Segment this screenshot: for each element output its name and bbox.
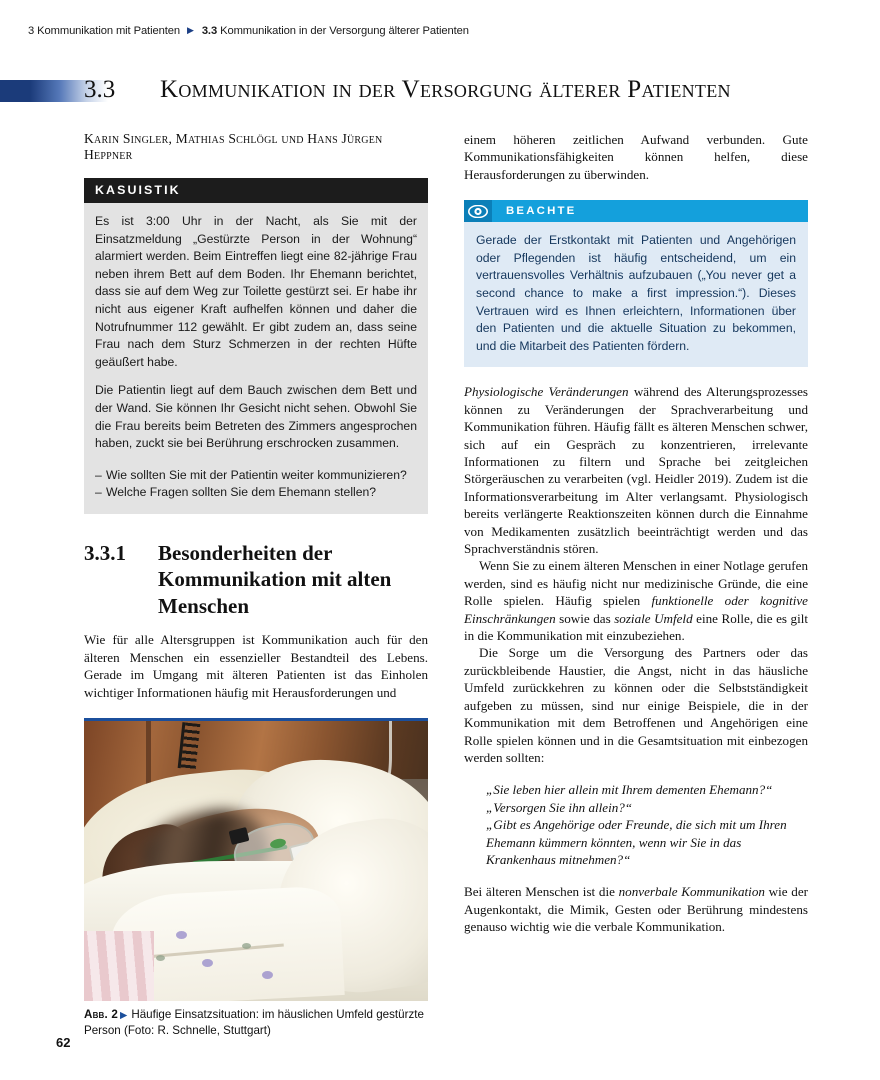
page-number: 62 <box>56 1035 71 1050</box>
subsection-number: 3.3.1 <box>84 540 126 565</box>
phys-italic-lead: Physiologische Veränderungen <box>464 384 629 400</box>
quote-3: „Gibt es Angehörige oder Freunde, die sich mit um Ihren Ehemann kümmern könnten, wenn wir Sie in das Krankenhaus mitnehmen?“ <box>486 817 787 867</box>
breadcrumb <box>28 25 469 37</box>
beachte-header <box>464 200 808 222</box>
kasuistik-question-2-row <box>95 484 417 502</box>
photo-striped-sheet <box>84 931 154 1001</box>
figure-caption-text: Häufige Einsatzsituation: im häuslichen Umfeld gestürzte Person (Foto: R. Schnelle, Stuttgart) <box>84 1008 424 1037</box>
notlage-italic-1: funktionelle oder kognitive Einschränkungen <box>464 593 808 626</box>
page-title: Kommunikation in der Versorgung älterer Patienten <box>160 76 731 103</box>
figure-photo <box>84 721 428 1001</box>
quote-1: „Sie leben hier allein mit Ihrem dementen Ehemann?“ <box>486 782 773 798</box>
nonverbal-part-a: Bei älteren Menschen ist die <box>464 884 619 900</box>
subsection-heading <box>84 540 428 620</box>
right-paragraph-sorge: Die Sorge um die Versorgung des Partners oder das zurückbleibende Haustier, die Angst, nicht in das häusliche Umfeld zurückkehren zu können oder die Selbstständigkeit aufgeben zu müssen, sind nur einige Beispiele, die in der Kommunikation mit dem Betroffenen und Angehörigen eine Rolle spielen können und in die Gesamtsituation mit einbezogen werden sollten: <box>464 645 808 765</box>
notlage-part-a: Wenn Sie zu einem älteren Menschen in einer Notlage gerufen werden, sind es häufig nicht nur medizinische Gründe, die eine Rolle spielen. Häufig spielen <box>464 558 808 609</box>
phys-rest: während des Alterungsprozesses können zu Veränderungen der Sprachverarbeitung und Kommunikation führen. Häufig fällt es älteren Menschen schwer, sich auf ein Gespräch zu konzentrieren, irrelevante Informationen zu filtern und Sprache bei zeitgleichen Störgeräuschen zu verarbeiten (vgl. Heidler 2019). Zudem ist die Informationsverarbeitung im Alter verlangsamt. Physiologisch bereits verlängerte Reaktionszeiten können durch die Einnahme von Medikamenten zusätzlich beeinträchtigt werden und das Sprachverständnis stören. <box>464 384 808 557</box>
kasuistik-paragraph-2: Die Patientin liegt auf dem Bauch zwischen dem Bett und der Wand. Sie können Ihr Gesicht nicht sehen. Obwohl Sie die Frau bereits beim Betreten des Zimmers angesprochen haben, zuckt sie bei Berührung erschrocken zusammen. <box>95 383 417 451</box>
authors-line: Karin Singler, Mathias Schlögl und Hans Jürgen Heppner <box>84 131 383 162</box>
beachte-body <box>464 222 808 367</box>
eye-icon <box>464 200 492 222</box>
notlage-part-b: sowie das <box>555 610 615 626</box>
right-paragraph-nonverbal <box>464 883 808 935</box>
kasuistik-body <box>84 203 428 514</box>
bullet-dash: – <box>95 485 102 500</box>
kasuistik-paragraph-1: Es ist 3:00 Uhr in der Nacht, als Sie mit der Einsatzmeldung „Gestürzte Person in der Wohnung“ alarmiert werden. Beim Eintreffen liegt eine 82-jährige Frau neben ihrem Bett auf dem Boden. Ihr Ehemann berichtet, dass sie auf dem Weg zur Toilette gestürzt sei. Er habe ihr nicht aus eigener Kraft aufhelfen können und daher die Notrufnummer 112 gewählt. Er gibt zudem an, dass seine Frau nach dem Sturz Schmerzen in der rechten Hüfte geäußert habe. <box>95 214 417 369</box>
kasuistik-questions <box>95 467 417 502</box>
kasuistik-question-1-row <box>95 467 417 485</box>
right-column <box>464 131 808 936</box>
subsection-title: Besonderheiten der Kommunikation mit alten Menschen <box>158 540 392 618</box>
nonverbal-italic: nonverbale Kommunikation <box>618 884 765 900</box>
beachte-label: BEACHTE <box>506 205 577 218</box>
figure-caption <box>84 1008 428 1039</box>
kasuistik-header: KASUISTIK <box>84 178 428 203</box>
figure-label: Abb. 2 <box>84 1008 119 1022</box>
right-paragraph-top: einem höheren zeitlichen Aufwand verbunden. Gute Kommunikationsfähigkeiten können helfen, diese Herausforderungen zu überwinden. <box>464 132 808 182</box>
left-column <box>84 131 428 1039</box>
breadcrumb-section-title: Kommunikation in der Versorgung älterer Patienten <box>220 25 469 37</box>
right-paragraph-physiologisch <box>464 383 808 557</box>
caption-arrow-icon: ▶ <box>120 1010 128 1022</box>
bullet-dash: – <box>95 467 102 482</box>
breadcrumb-arrow-icon: ▶ <box>186 25 194 35</box>
kasuistik-question-1: Wie sollten Sie mit der Patientin weiter kommunizieren? <box>106 467 407 482</box>
quotes-block <box>464 781 808 868</box>
breadcrumb-chapter-number: 3 <box>28 25 35 37</box>
notlage-italic-2: soziale Umfeld <box>614 610 693 626</box>
breadcrumb-section-number: 3.3 <box>201 25 218 37</box>
figure-2 <box>84 718 428 1039</box>
photo-gown-floral-3 <box>262 971 273 979</box>
notlage-part-c: eine Rolle, die es gilt in die Kommunikation mit einzubeziehen. <box>464 610 808 644</box>
beachte-box <box>464 200 808 367</box>
photo-gown-floral-4 <box>242 943 251 949</box>
kasuistik-box <box>84 178 428 514</box>
left-paragraph-1: Wie für alle Altersgruppen ist Kommunikation auch für den älteren Menschen ein essenzieller Bestandteil des Lebens. Gerade im Umgang mit älteren Patienten ist das Einholen wichtiger Informationen häufig mit Herausforderungen und <box>84 632 428 700</box>
kasuistik-question-2: Welche Fragen sollten Sie dem Ehemann stellen? <box>106 485 377 500</box>
photo-gown-floral-2 <box>202 959 213 967</box>
beachte-text: Gerade der Erstkontakt mit Patienten und Angehörigen oder Pflegenden ist häufig entscheidend, um ein vertrauensvolles Verhältnis aufzubauen („You never get a second chance to make a first impression.“). Dieses Vertrauen wird es Ihnen erleichtern, Informationen über den Patienten und die aktuelle Situation zu bekommen, und die Mitarbeit des Patienten fördern. <box>476 233 796 353</box>
section-title-row <box>0 76 880 110</box>
breadcrumb-chapter-title: Kommunikation mit Patienten <box>37 25 180 37</box>
section-number: 3.3 <box>84 76 116 103</box>
right-paragraph-notlage <box>464 557 808 644</box>
nonverbal-part-b: wie der Augenkontakt, die Mimik, Gesten oder Berührung mindestens genauso wichtig wie die verbale Kommunikation. <box>464 884 809 935</box>
photo-gown-floral-5 <box>156 955 165 961</box>
quote-2: „Versorgen Sie ihn allein?“ <box>486 799 633 815</box>
photo-gown-floral-1 <box>176 931 187 939</box>
